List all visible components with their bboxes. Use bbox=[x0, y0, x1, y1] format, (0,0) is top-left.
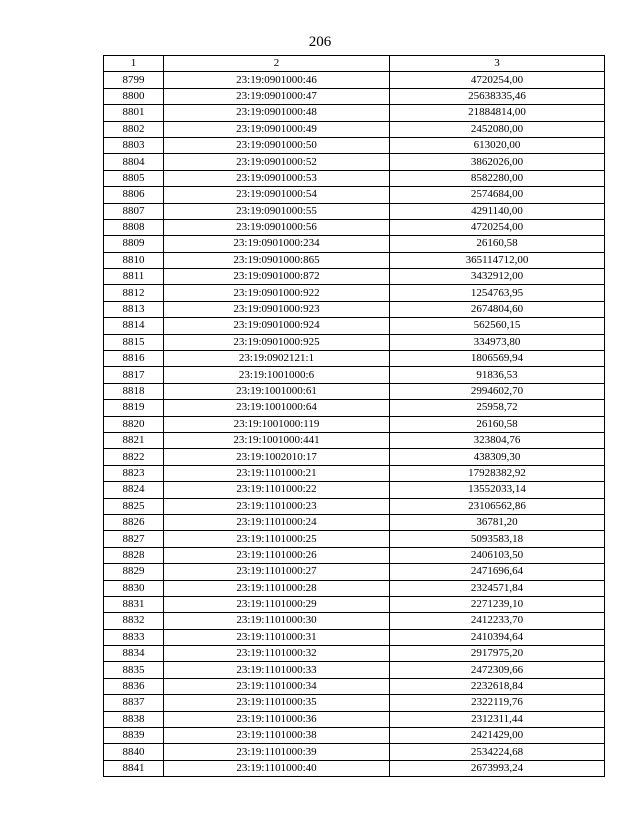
table-row bbox=[104, 121, 605, 137]
table-row bbox=[104, 301, 605, 317]
cadastral-number-cell: 23:19:0901000:925 bbox=[164, 334, 390, 350]
table-row bbox=[104, 678, 605, 694]
row-number-cell: 8829 bbox=[104, 564, 164, 580]
value-cell: 2406103,50 bbox=[390, 547, 605, 563]
value-cell: 4720254,00 bbox=[390, 72, 605, 88]
value-cell: 3862026,00 bbox=[390, 154, 605, 170]
table-row bbox=[104, 88, 605, 104]
row-number-cell: 8836 bbox=[104, 678, 164, 694]
row-number-cell: 8799 bbox=[104, 72, 164, 88]
cadastral-number-cell: 23:19:0901000:53 bbox=[164, 170, 390, 186]
table-row bbox=[104, 416, 605, 432]
row-number-cell: 8822 bbox=[104, 449, 164, 465]
cadastral-number-cell: 23:19:1101000:38 bbox=[164, 728, 390, 744]
table-row bbox=[104, 564, 605, 580]
cadastral-number-cell: 23:19:1101000:34 bbox=[164, 678, 390, 694]
column-header-1: 1 bbox=[104, 56, 164, 72]
cadastral-number-cell: 23:19:1001000:64 bbox=[164, 400, 390, 416]
value-cell: 2917975,20 bbox=[390, 646, 605, 662]
registry-table bbox=[103, 55, 605, 777]
cadastral-number-cell: 23:19:1101000:21 bbox=[164, 465, 390, 481]
value-cell: 4291140,00 bbox=[390, 203, 605, 219]
value-cell: 23106562,86 bbox=[390, 498, 605, 514]
cadastral-number-cell: 23:19:1101000:35 bbox=[164, 695, 390, 711]
row-number-cell: 8816 bbox=[104, 351, 164, 367]
table-row bbox=[104, 318, 605, 334]
value-cell: 4720254,00 bbox=[390, 219, 605, 235]
table-row bbox=[104, 760, 605, 776]
row-number-cell: 8825 bbox=[104, 498, 164, 514]
value-cell: 365114712,00 bbox=[390, 252, 605, 268]
table-row bbox=[104, 629, 605, 645]
cadastral-number-cell: 23:19:1101000:26 bbox=[164, 547, 390, 563]
value-cell: 2994602,70 bbox=[390, 383, 605, 399]
cadastral-number-cell: 23:19:1101000:29 bbox=[164, 596, 390, 612]
table-row bbox=[104, 695, 605, 711]
row-number-cell: 8814 bbox=[104, 318, 164, 334]
table-row bbox=[104, 137, 605, 153]
value-cell: 25638335,46 bbox=[390, 88, 605, 104]
row-number-cell: 8821 bbox=[104, 432, 164, 448]
row-number-cell: 8819 bbox=[104, 400, 164, 416]
table-row bbox=[104, 613, 605, 629]
column-header-3: 3 bbox=[390, 56, 605, 72]
row-number-cell: 8834 bbox=[104, 646, 164, 662]
row-number-cell: 8820 bbox=[104, 416, 164, 432]
row-number-cell: 8803 bbox=[104, 137, 164, 153]
cadastral-number-cell: 23:19:1101000:24 bbox=[164, 514, 390, 530]
table-row bbox=[104, 596, 605, 612]
value-cell: 2324571,84 bbox=[390, 580, 605, 596]
value-cell: 26160,58 bbox=[390, 416, 605, 432]
value-cell: 36781,20 bbox=[390, 514, 605, 530]
page-number: 206 bbox=[308, 34, 332, 50]
row-number-cell: 8826 bbox=[104, 514, 164, 530]
row-number-cell: 8831 bbox=[104, 596, 164, 612]
value-cell: 13552033,14 bbox=[390, 482, 605, 498]
row-number-cell: 8815 bbox=[104, 334, 164, 350]
table-row bbox=[104, 170, 605, 186]
row-number-cell: 8841 bbox=[104, 760, 164, 776]
value-cell: 2410394,64 bbox=[390, 629, 605, 645]
table-row bbox=[104, 105, 605, 121]
cadastral-number-cell: 23:19:0901000:49 bbox=[164, 121, 390, 137]
value-cell: 26160,58 bbox=[390, 236, 605, 252]
table-row bbox=[104, 432, 605, 448]
row-number-cell: 8838 bbox=[104, 711, 164, 727]
table-row bbox=[104, 367, 605, 383]
cadastral-number-cell: 23:19:0901000:923 bbox=[164, 301, 390, 317]
table-row bbox=[104, 646, 605, 662]
value-cell: 8582280,00 bbox=[390, 170, 605, 186]
cadastral-number-cell: 23:19:1002010:17 bbox=[164, 449, 390, 465]
table-row bbox=[104, 547, 605, 563]
table-row bbox=[104, 285, 605, 301]
table-row bbox=[104, 187, 605, 203]
row-number-cell: 8833 bbox=[104, 629, 164, 645]
value-cell: 613020,00 bbox=[390, 137, 605, 153]
cadastral-number-cell: 23:19:1001000:61 bbox=[164, 383, 390, 399]
table-row bbox=[104, 728, 605, 744]
cadastral-number-cell: 23:19:0901000:48 bbox=[164, 105, 390, 121]
value-cell: 2271239,10 bbox=[390, 596, 605, 612]
table-row bbox=[104, 269, 605, 285]
cadastral-number-cell: 23:19:0901000:50 bbox=[164, 137, 390, 153]
cadastral-number-cell: 23:19:1001000:441 bbox=[164, 432, 390, 448]
value-cell: 2534224,68 bbox=[390, 744, 605, 760]
table-row bbox=[104, 514, 605, 530]
value-cell: 17928382,92 bbox=[390, 465, 605, 481]
table-row bbox=[104, 482, 605, 498]
column-header-2: 2 bbox=[164, 56, 390, 72]
table-body bbox=[104, 72, 605, 777]
table-row bbox=[104, 531, 605, 547]
row-number-cell: 8813 bbox=[104, 301, 164, 317]
cadastral-number-cell: 23:19:1101000:25 bbox=[164, 531, 390, 547]
value-cell: 2674804,60 bbox=[390, 301, 605, 317]
value-cell: 2472309,66 bbox=[390, 662, 605, 678]
table-row bbox=[104, 154, 605, 170]
cadastral-number-cell: 23:19:0901000:52 bbox=[164, 154, 390, 170]
cadastral-number-cell: 23:19:1101000:33 bbox=[164, 662, 390, 678]
row-number-cell: 8805 bbox=[104, 170, 164, 186]
cadastral-number-cell: 23:19:0902121:1 bbox=[164, 351, 390, 367]
value-cell: 2452080,00 bbox=[390, 121, 605, 137]
value-cell: 1806569,94 bbox=[390, 351, 605, 367]
row-number-cell: 8812 bbox=[104, 285, 164, 301]
table-row bbox=[104, 351, 605, 367]
row-number-cell: 8817 bbox=[104, 367, 164, 383]
row-number-cell: 8839 bbox=[104, 728, 164, 744]
cadastral-number-cell: 23:19:1101000:40 bbox=[164, 760, 390, 776]
row-number-cell: 8824 bbox=[104, 482, 164, 498]
cadastral-number-cell: 23:19:0901000:56 bbox=[164, 219, 390, 235]
table-row bbox=[104, 662, 605, 678]
value-cell: 323804,76 bbox=[390, 432, 605, 448]
cadastral-number-cell: 23:19:0901000:865 bbox=[164, 252, 390, 268]
table-row bbox=[104, 219, 605, 235]
cadastral-number-cell: 23:19:1101000:27 bbox=[164, 564, 390, 580]
value-cell: 438309,30 bbox=[390, 449, 605, 465]
value-cell: 21884814,00 bbox=[390, 105, 605, 121]
value-cell: 3432912,00 bbox=[390, 269, 605, 285]
row-number-cell: 8835 bbox=[104, 662, 164, 678]
value-cell: 2232618,84 bbox=[390, 678, 605, 694]
value-cell: 2312311,44 bbox=[390, 711, 605, 727]
value-cell: 2412233,70 bbox=[390, 613, 605, 629]
row-number-cell: 8801 bbox=[104, 105, 164, 121]
row-number-cell: 8818 bbox=[104, 383, 164, 399]
cadastral-number-cell: 23:19:1101000:28 bbox=[164, 580, 390, 596]
value-cell: 2673993,24 bbox=[390, 760, 605, 776]
row-number-cell: 8837 bbox=[104, 695, 164, 711]
table-row bbox=[104, 334, 605, 350]
cadastral-number-cell: 23:19:1101000:30 bbox=[164, 613, 390, 629]
cadastral-number-cell: 23:19:1101000:39 bbox=[164, 744, 390, 760]
table-header-row bbox=[104, 56, 605, 72]
cadastral-number-cell: 23:19:1101000:32 bbox=[164, 646, 390, 662]
row-number-cell: 8811 bbox=[104, 269, 164, 285]
cadastral-number-cell: 23:19:1001000:119 bbox=[164, 416, 390, 432]
table-row bbox=[104, 465, 605, 481]
row-number-cell: 8840 bbox=[104, 744, 164, 760]
row-number-cell: 8806 bbox=[104, 187, 164, 203]
row-number-cell: 8809 bbox=[104, 236, 164, 252]
cadastral-number-cell: 23:19:1101000:31 bbox=[164, 629, 390, 645]
value-cell: 25958,72 bbox=[390, 400, 605, 416]
table-row bbox=[104, 236, 605, 252]
table-row bbox=[104, 744, 605, 760]
value-cell: 334973,80 bbox=[390, 334, 605, 350]
table-row bbox=[104, 449, 605, 465]
table-row bbox=[104, 498, 605, 514]
row-number-cell: 8808 bbox=[104, 219, 164, 235]
row-number-cell: 8802 bbox=[104, 121, 164, 137]
cadastral-number-cell: 23:19:0901000:922 bbox=[164, 285, 390, 301]
value-cell: 5093583,18 bbox=[390, 531, 605, 547]
row-number-cell: 8832 bbox=[104, 613, 164, 629]
cadastral-number-cell: 23:19:0901000:872 bbox=[164, 269, 390, 285]
row-number-cell: 8804 bbox=[104, 154, 164, 170]
row-number-cell: 8827 bbox=[104, 531, 164, 547]
cadastral-number-cell: 23:19:0901000:46 bbox=[164, 72, 390, 88]
table-row bbox=[104, 580, 605, 596]
row-number-cell: 8830 bbox=[104, 580, 164, 596]
value-cell: 562560,15 bbox=[390, 318, 605, 334]
cadastral-number-cell: 23:19:0901000:47 bbox=[164, 88, 390, 104]
cadastral-number-cell: 23:19:0901000:234 bbox=[164, 236, 390, 252]
row-number-cell: 8810 bbox=[104, 252, 164, 268]
cadastral-number-cell: 23:19:1001000:6 bbox=[164, 367, 390, 383]
table-row bbox=[104, 203, 605, 219]
table-row bbox=[104, 400, 605, 416]
cadastral-number-cell: 23:19:0901000:55 bbox=[164, 203, 390, 219]
value-cell: 2322119,76 bbox=[390, 695, 605, 711]
row-number-cell: 8800 bbox=[104, 88, 164, 104]
table-row bbox=[104, 72, 605, 88]
cadastral-number-cell: 23:19:1101000:23 bbox=[164, 498, 390, 514]
cadastral-number-cell: 23:19:0901000:924 bbox=[164, 318, 390, 334]
row-number-cell: 8807 bbox=[104, 203, 164, 219]
cadastral-number-cell: 23:19:0901000:54 bbox=[164, 187, 390, 203]
value-cell: 1254763,95 bbox=[390, 285, 605, 301]
value-cell: 2574684,00 bbox=[390, 187, 605, 203]
row-number-cell: 8823 bbox=[104, 465, 164, 481]
table-row bbox=[104, 711, 605, 727]
value-cell: 2421429,00 bbox=[390, 728, 605, 744]
row-number-cell: 8828 bbox=[104, 547, 164, 563]
table-row bbox=[104, 252, 605, 268]
cadastral-number-cell: 23:19:1101000:22 bbox=[164, 482, 390, 498]
value-cell: 2471696,64 bbox=[390, 564, 605, 580]
table-row bbox=[104, 383, 605, 399]
value-cell: 91836,53 bbox=[390, 367, 605, 383]
cadastral-number-cell: 23:19:1101000:36 bbox=[164, 711, 390, 727]
